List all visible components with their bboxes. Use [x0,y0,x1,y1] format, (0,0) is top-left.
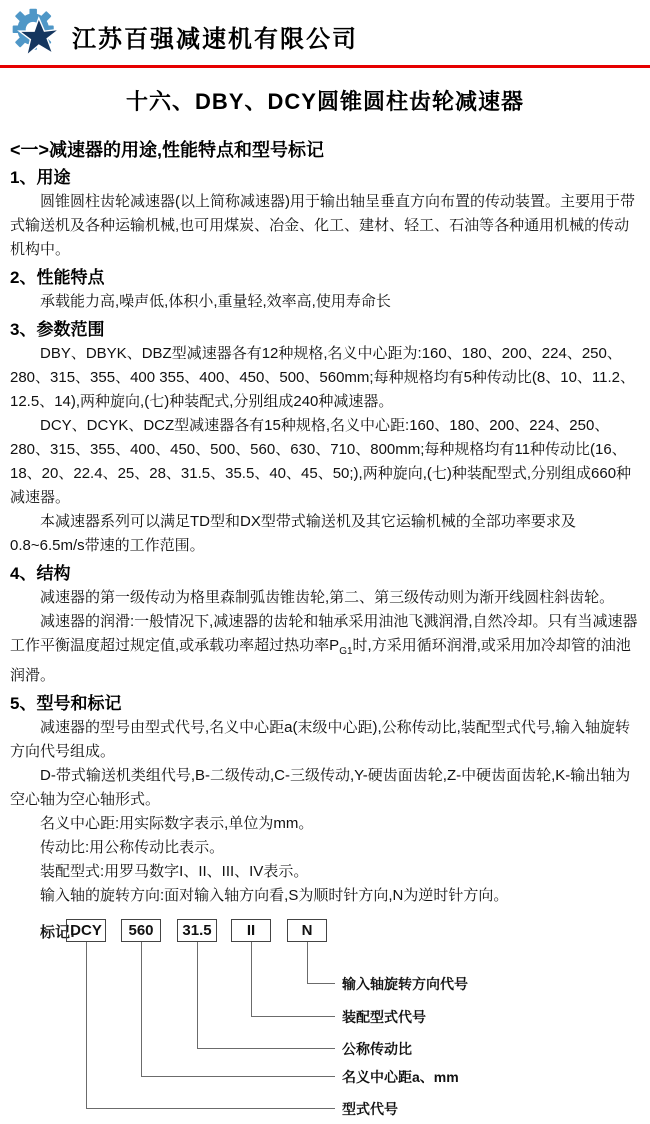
lubrication-text-pre: 减速器的润滑:一般情况下,减速器的齿轮和轴承采用油池飞溅润滑,自然冷却。只有当减速器工作平衡温度超过规定值,或承载功率超过热功率P [10,613,638,654]
page-title: 十六、DBY、DCY圆锥圆柱齿轮减速器 [126,89,524,114]
marking-box-center: 560 [121,919,161,942]
marking-prefix: 标记: [40,924,75,941]
heading-structure: 4、结构 [10,564,71,583]
connector-line [197,942,198,1048]
marking-box-type: DCY [66,919,106,942]
paragraph-ratio: 传动比:用公称传动比表示。 [40,839,225,856]
connector-line [141,1076,335,1077]
callout-assembly-code: 装配型式代号 [342,1009,426,1025]
paragraph-lubrication [10,610,640,688]
connector-line [141,942,142,1076]
marking-diagram [0,914,650,1124]
callout-center-dist: 名义中心距a、mm [342,1069,459,1085]
connector-line [251,942,252,1016]
thermal-power-subscript: G1 [339,646,353,657]
connector-line [251,1016,335,1017]
section-heading: <一>减速器的用途,性能特点和型号标记 [10,140,325,160]
connector-line [86,942,87,1108]
paragraph-belt-speed: 本减速器系列可以满足TD型和DX型带式输送机及其它运输机械的全部功率要求及0.8~6.5m/s带速的工作范围。 [10,513,576,554]
marking-box-rotation: N [287,919,327,942]
paragraph-center-distance: 名义中心距:用实际数字表示,单位为mm。 [40,815,314,832]
connector-line [86,1108,335,1109]
company-header [0,0,650,65]
lubrication-text-post: 时,方采用循环润滑,或采用加冷却管的油池润滑。 [10,637,631,684]
heading-features: 2、性能特点 [10,268,105,287]
paragraph-dcy-specs: DCY、DCYK、DCZ型减速器各有15种规格,名义中心距:160、180、200、224、250、280、315、355、400、450、500、560、630、710、800mm;每种规格均有11种传动比(16、18、20、22.4、25、28、31.5、35.5、40、45、50;),两种旋向,(七)种装配型式,分别组成660种减速器。 [10,417,632,506]
paragraph-gearing: 减速器的第一级传动为格里森制弧齿锥齿轮,第二、第三级传动则为渐开线圆柱斜齿轮。 [40,589,615,606]
header-red-rule [0,65,650,68]
heading-model-marking: 5、型号和标记 [10,694,122,713]
callout-type-code: 型式代号 [342,1101,398,1117]
connector-line [307,942,308,983]
marking-box-assembly: II [231,919,271,942]
paragraph-rotation-direction: 输入轴的旋转方向:面对输入轴方向看,S为顺时针方向,N为逆时针方向。 [40,887,509,904]
heading-parameters: 3、参数范围 [10,320,105,339]
company-name: 江苏百强减速机有限公司 [72,26,358,53]
paragraph-dby-specs: DBY、DBYK、DBZ型减速器各有12种规格,名义中心距为:160、180、200、224、250、280、315、355、400 355、400、450、500、560mm;每种规格均有5种传动比(8、10、11.2、12.5、14),两种旋向,(七)种装配式,分别组成240种减速器。 [10,345,636,410]
paragraph-usage: 圆锥圆柱齿轮减速器(以上简称减速器)用于输出轴呈垂直方向布置的传动装置。主要用于带式输送机及各种运输机械,也可用煤炭、冶金、化工、建材、轻工、石油等各种通用机械的传动机构中。 [10,193,635,258]
paragraph-code-letters: D-带式输送机类组代号,B-二级传动,C-三级传动,Y-硬齿面齿轮,Z-中硬齿面齿轮,K-输出轴为空心轴为空心轴形式。 [10,767,631,808]
connector-line [307,983,335,984]
callout-nominal-ratio: 公称传动比 [342,1041,412,1057]
heading-usage: 1、用途 [10,168,71,187]
callout-rotation-code: 输入轴旋转方向代号 [342,976,468,992]
connector-line [197,1048,335,1049]
paragraph-assembly-type: 装配型式:用罗马数字I、II、III、IV表示。 [40,863,309,880]
gear-star-logo-icon [8,5,64,61]
paragraph-features: 承载能力高,噪声低,体积小,重量轻,效率高,使用寿命长 [40,293,391,310]
paragraph-model-composition: 减速器的型号由型式代号,名义中心距a(末级中心距),公称传动比,装配型式代号,输入轴旋转方向代号组成。 [10,719,631,760]
marking-box-ratio: 31.5 [177,919,217,942]
document-body [0,85,650,908]
